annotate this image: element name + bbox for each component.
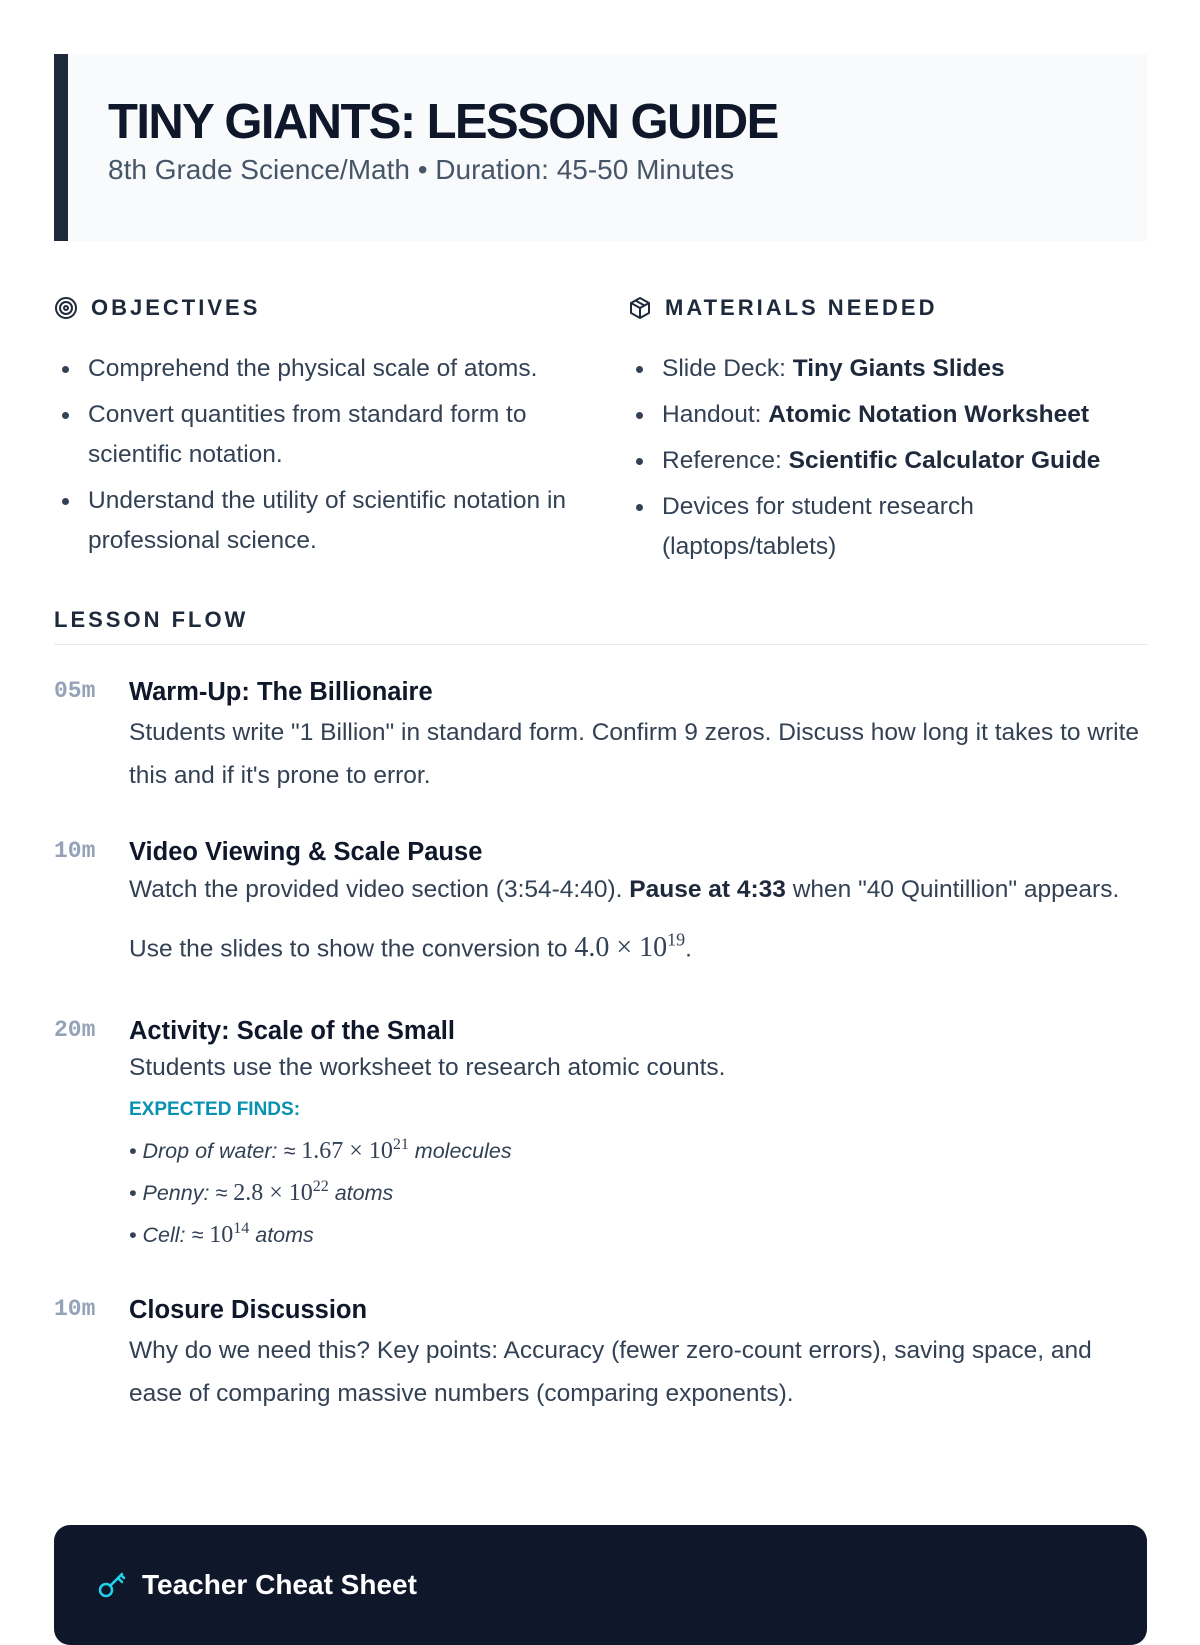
page-title: TINY GIANTS: LESSON GUIDE xyxy=(108,95,778,149)
step-duration: 05m xyxy=(54,678,96,704)
step-title: Video Viewing & Scale Pause xyxy=(129,838,483,866)
math-expression xyxy=(233,1180,329,1206)
math-exponent: 19 xyxy=(667,930,686,950)
objectives-title: OBJECTIVES xyxy=(91,295,261,320)
desc-text: Watch the provided video section (3:54-4:40). xyxy=(129,876,630,903)
desc-emphasis: Pause at 4:33 xyxy=(629,876,786,903)
lesson-guide xyxy=(54,54,1147,1415)
math-base: 4.0 × 10 xyxy=(574,932,668,964)
expected-find-item xyxy=(129,1211,1147,1253)
objectives-list xyxy=(54,349,574,567)
expected-finds-list xyxy=(129,1127,1147,1253)
material-prefix: Reference: xyxy=(662,447,789,474)
lesson-step xyxy=(54,1293,1147,1415)
step-duration: 20m xyxy=(54,1017,96,1044)
materials-heading xyxy=(628,293,938,323)
find-label: • Penny: ≈ xyxy=(129,1181,234,1206)
desc-text: . xyxy=(685,935,692,963)
math-base: 1.67 × 10 xyxy=(301,1138,393,1165)
material-name: Atomic Notation Worksheet xyxy=(768,401,1090,428)
step-description: Students use the worksheet to research atomic counts. xyxy=(129,1054,726,1082)
overview-columns xyxy=(54,241,1147,606)
math-exponent: 21 xyxy=(392,1136,409,1154)
lesson-flow-heading: LESSON FLOW xyxy=(54,606,1147,645)
math-expression xyxy=(301,1138,409,1164)
materials-list xyxy=(628,349,1147,573)
material-item xyxy=(662,349,1147,389)
step-title: Activity: Scale of the Small xyxy=(129,1017,455,1046)
page-subtitle: 8th Grade Science/Math • Duration: 45-50 Minutes xyxy=(108,154,735,185)
find-label: • Cell: ≈ xyxy=(129,1223,210,1248)
material-prefix: Slide Deck: xyxy=(662,355,793,382)
materials-title: MATERIALS NEEDED xyxy=(665,295,938,320)
material-item xyxy=(662,441,1147,481)
cheat-sheet-heading xyxy=(96,1569,417,1601)
cheat-sheet-title: Teacher Cheat Sheet xyxy=(142,1569,417,1600)
math-expression xyxy=(574,932,685,963)
step-title: Warm-Up: The Billionaire xyxy=(129,678,433,706)
key-icon xyxy=(96,1570,130,1600)
math-expression xyxy=(209,1222,249,1248)
math-base: 10 xyxy=(209,1222,234,1249)
desc-text: when "40 Quintillion" appears. Use the slides to show the conversion to xyxy=(129,876,1120,963)
find-unit: atoms xyxy=(328,1181,394,1206)
lesson-step xyxy=(54,835,1147,974)
find-unit: atoms xyxy=(249,1223,314,1248)
material-item xyxy=(662,395,1147,435)
step-description: Students write "1 Billion" in standard form. Confirm 9 zeros. Discuss how long it takes to write this and if it's prone to error. xyxy=(129,719,1140,789)
math-base: 2.8 × 10 xyxy=(233,1180,313,1207)
header-banner xyxy=(54,54,1147,241)
material-name: Tiny Giants Slides xyxy=(792,355,1005,382)
teacher-cheat-sheet xyxy=(54,1525,1147,1645)
expected-find-item xyxy=(129,1169,1147,1211)
find-label: • Drop of water: ≈ xyxy=(129,1139,302,1164)
step-description xyxy=(129,865,1147,974)
box-icon xyxy=(628,296,652,320)
objective-item: Understand the utility of scientific notation in professional science. xyxy=(88,481,574,561)
math-exponent: 14 xyxy=(233,1220,250,1238)
objective-item: Comprehend the physical scale of atoms. xyxy=(88,349,574,389)
step-description: Why do we need this? Key points: Accuracy (fewer zero-count errors), saving space, and ease of comparing massive numbers (comparing exponents). xyxy=(129,1337,1092,1408)
material-name: Scientific Calculator Guide xyxy=(788,447,1101,474)
material-prefix: Handout: xyxy=(662,401,769,428)
objective-item: Convert quantities from standard form to scientific notation. xyxy=(88,395,574,475)
lesson-step xyxy=(54,1014,1147,1253)
math-exponent: 22 xyxy=(312,1178,329,1196)
target-icon xyxy=(54,296,78,320)
step-duration: 10m xyxy=(54,1296,96,1323)
step-duration: 10m xyxy=(54,838,96,864)
find-unit: molecules xyxy=(408,1139,512,1164)
objectives-heading xyxy=(54,293,260,323)
lesson-step xyxy=(54,675,1147,797)
material-prefix: Devices for student research (laptops/tablets) xyxy=(662,493,974,560)
expected-find-item xyxy=(129,1127,1147,1169)
expected-finds-label: EXPECTED FINDS: xyxy=(129,1099,301,1121)
step-title: Closure Discussion xyxy=(129,1296,368,1325)
material-item xyxy=(662,487,1147,567)
